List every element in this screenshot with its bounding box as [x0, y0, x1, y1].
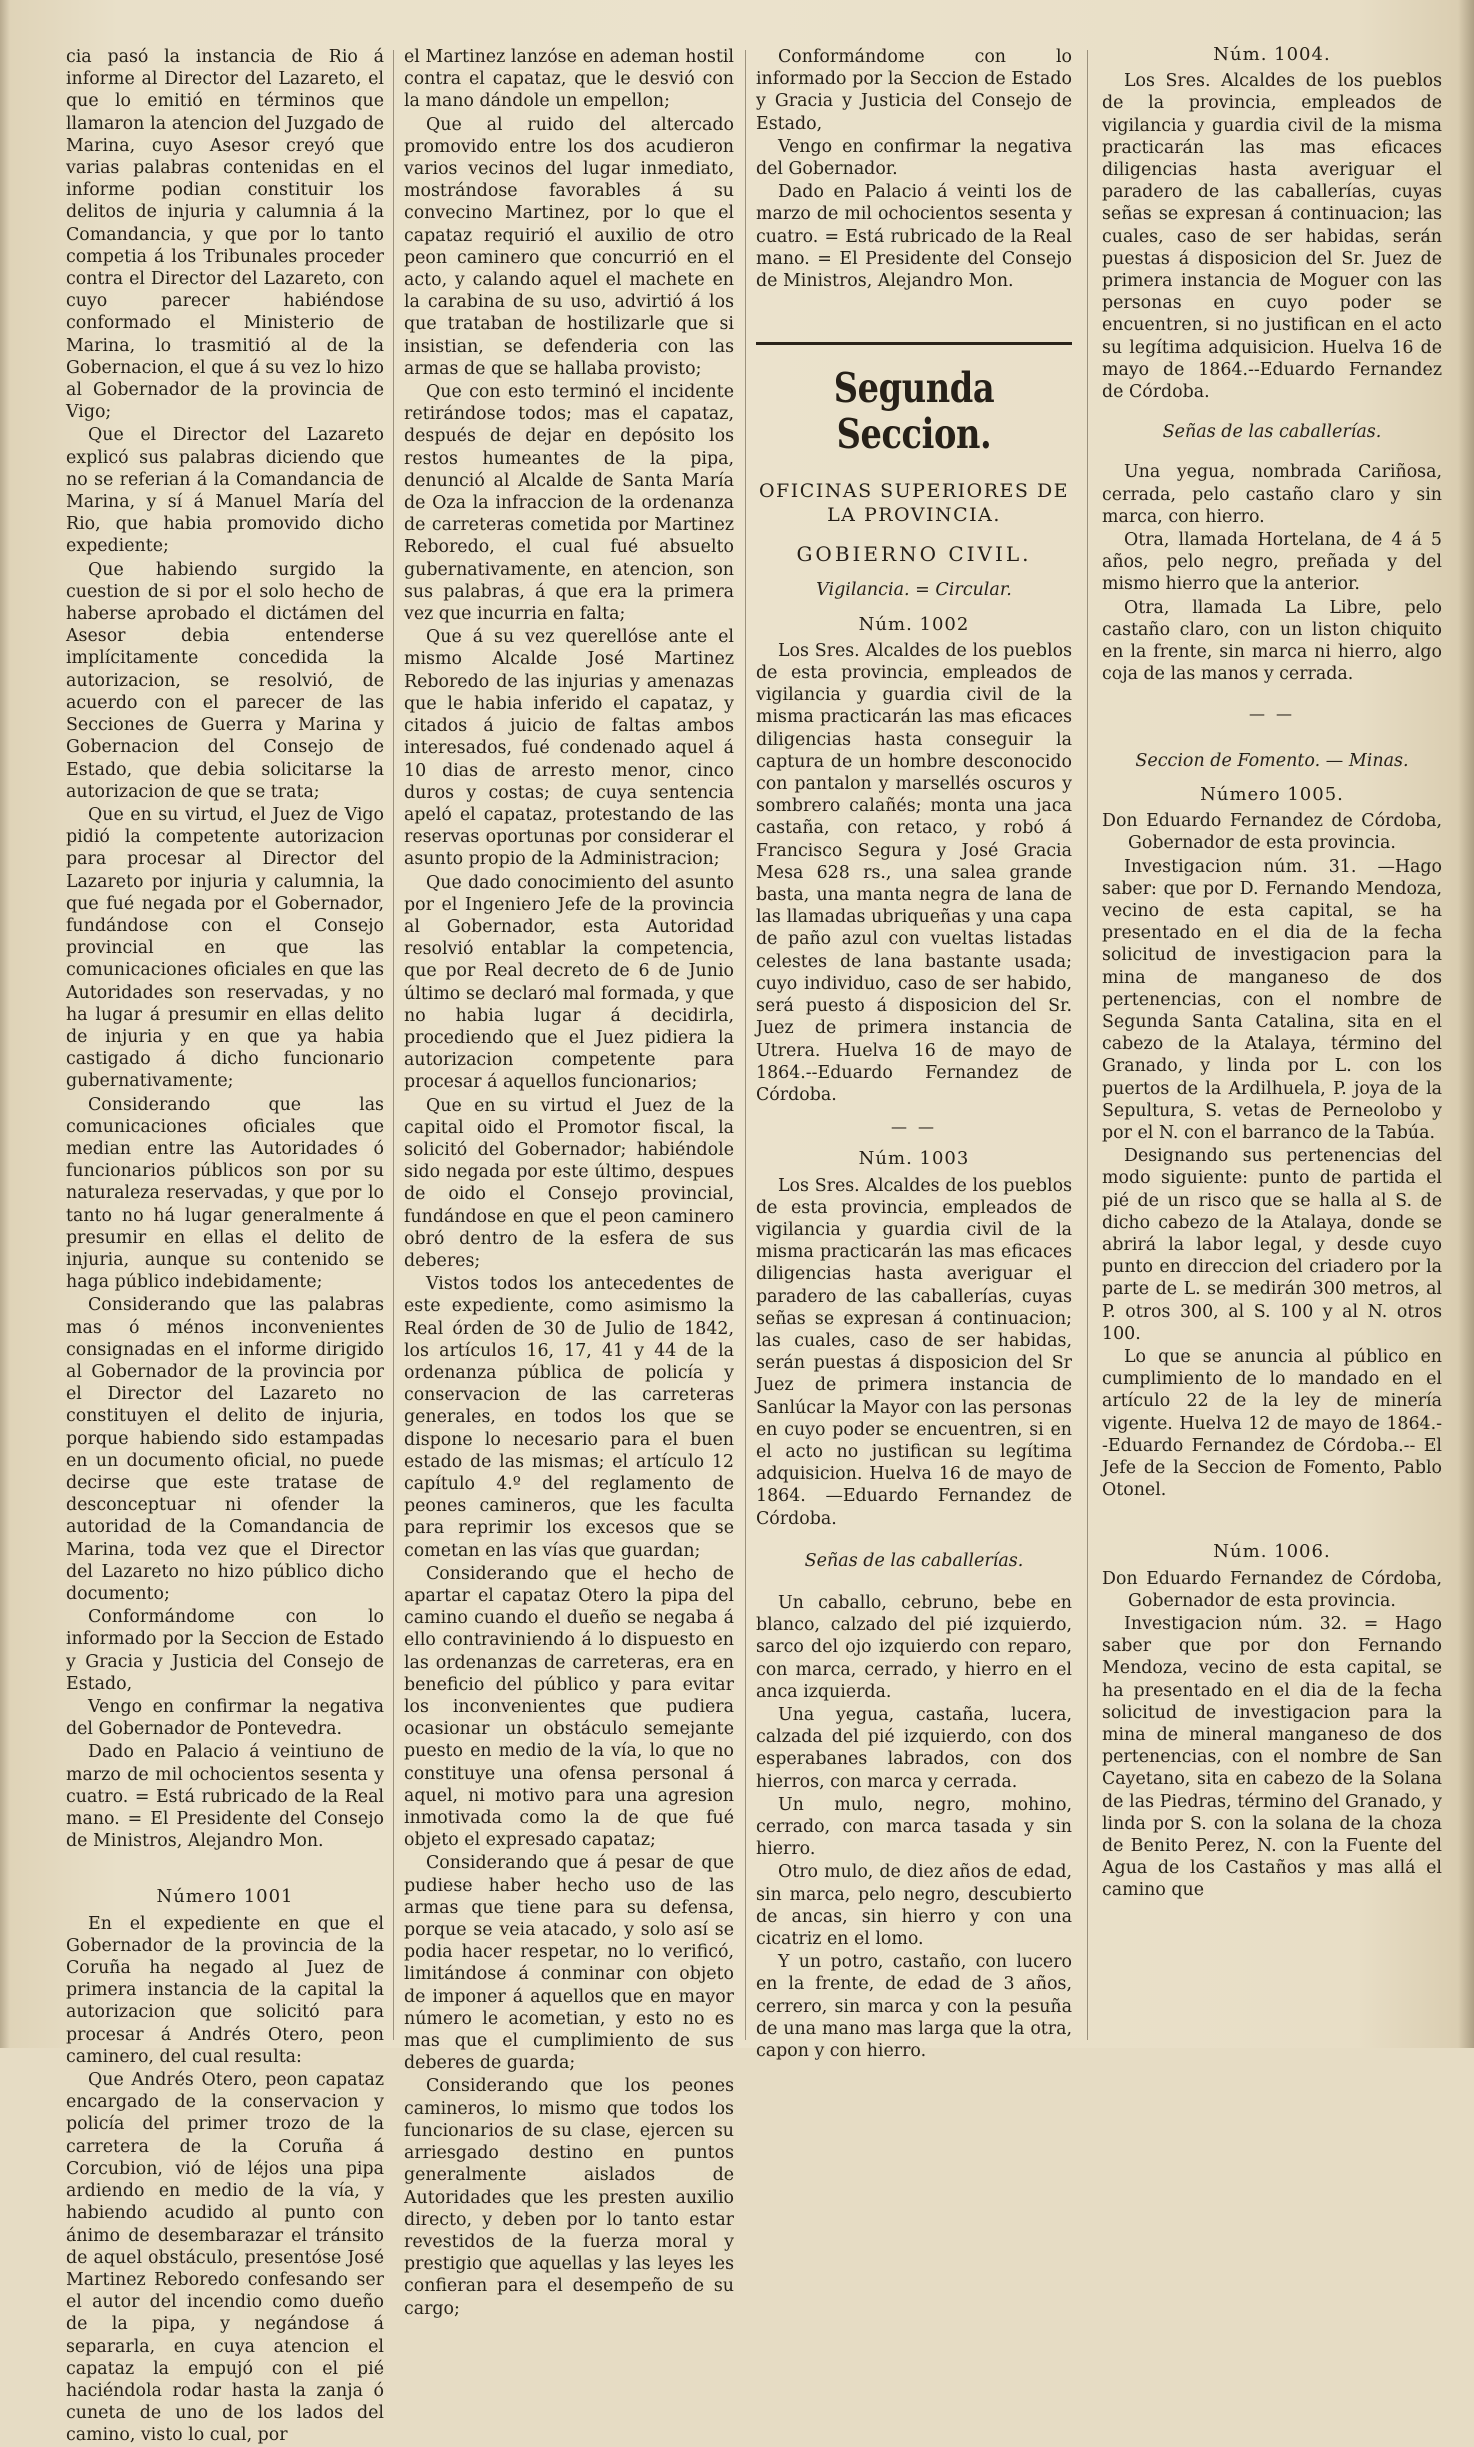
paragraph: Vengo en confirmar la negativa del Gobernador de Pontevedra. — [66, 1697, 384, 1740]
paragraph: Considerando que el hecho de apartar el capataz Otero la pipa del camino cuando el dueño se negaba á ello contraviniendo á lo dispuesto en las ordenanzas de carreteras, era en beneficio del público y para evitar los inconvenientes que pudiera ocasionar un obstáculo semejante puesto en medio de la vía, lo que no constituye una ofensa personal á aquel, ni motivo para una agresion inmotivada como la de que fué objeto el expresado capataz; — [404, 1563, 734, 1851]
paragraph: Que dado conocimiento del asunto por el Ingeniero Jefe de la provincia al Gobernador, esta Autoridad resolvió entablar la competencia, que por Real decreto de 6 de Junio último se declaró mal formada, y que no habia lugar á decidirla, procediendo que el Juez pidiera la autorizacion competente para procesar á aquellos funcionarios; — [404, 872, 734, 1093]
paragraph: Los Sres. Alcaldes de los pueblos de esta provincia, empleados de vigilancia y guardia civil de la misma practicarán las mas eficaces diligencias hasta averiguar el paradero de las caballerías, cuyas señas se expresan á continuacion; las cuales, caso de ser habidas, serán puestas á disposicion del Sr Juez de primera instancia de Sanlúcar la Mayor con las personas en cuyo poder se encuentren, si en el acto no justifican su legítima adquisicion. Huelva 16 de mayo de 1864. —Eduardo Fernandez de Córdoba. — [756, 1175, 1072, 1529]
paragraph: Designando sus pertenencias del modo siguiente: punto de partida el pié de un risco que se halla al S. de dicho cabezo de la Atalaya, donde se abrirá la labor legal, y desde cuyo punto en direccion del criadero por la parte de L. se medirán 300 metros, al P. otros 300, al S. 100 y al N. otros 100. — [1102, 1146, 1442, 1344]
paragraph: Lo que se anuncia al público en cumplimiento de lo mandado en el artículo 22 de la ley de minería vigente. Huelva 12 de mayo de 1864.--Eduardo Fernandez de Córdoba.-- El Jefe de la Seccion de Fomento, Pablo Otonel. — [1102, 1346, 1442, 1501]
paragraph: Conformándome con lo informado por la Seccion de Estado y Gracia y Justicia del Consejo de Estado, — [66, 1607, 384, 1694]
oficinas-heading: OFICINAS SUPERIORES DE LA PROVINCIA. — [758, 480, 1070, 527]
column-divider — [1087, 50, 1088, 2040]
paragraph: Investigacion núm. 31. —Hago saber: que por D. Fernando Mendoza, vecino de esta capital, se ha presentado en el dia de la fecha solicitud de investigacion para la mina de manganeso de dos pertenencias, con el nombre de Segunda Santa Catalina, sita en el cabezo de la Atalaya, término del Granado, y linda por L. con los puertos de la Ardilhuela, P. joya de la Sepultura, S. vetas de Perneolobo y por el N. con el barranco de la Tabúa. — [1102, 856, 1442, 1143]
column-divider — [745, 50, 746, 2040]
dash-separator: — — — [890, 1117, 938, 1137]
paragraph: Los Sres. Alcaldes de los pueblos de esta provincia, empleados de vigilancia y guardia civil de la misma practicarán las mas eficaces diligencias hasta conseguir la captura de un hombre desconocido con pantalon y marsellés oscuros y sombrero calañés; monta una jaca castaña, con retaco, y robó á Francisco Segura y José Gracia Mesa 628 rs., una salea grande basta, una manta negra de lana de las llamadas ubriqueñas y una capa de paño azul con vueltas listadas celestes de lana bastante usada; cuyo individuo, caso de ser habido, será puesto á disposicion del Sr. Juez de primera instancia de Utrera. Huelva 16 de mayo de 1864.--Eduardo Fernandez de Córdoba. — [756, 640, 1072, 1105]
paragraph: Investigacion núm. 32. = Hago saber que por don Fernando Mendoza, vecino de esta capital, se ha presentado en el dia de la fecha solicitud de investigacion para la mina de mineral manganeso de dos pertenencias, con el nombre de San Cayetano, sita en cabezo de la Solana de las Piedras, término del Granado, y linda por S. con la solana de la choza de Benito Perez, N. con la Fuente del Agua de los Castaños y mas allá el camino que — [1102, 1614, 1442, 1901]
paragraph: Y un potro, castaño, con lucero en la frente, de edad de 3 años, cerrero, sin marca y con la pesuña de una mano mas larga que la otra, capon y con hierro. — [756, 1952, 1072, 2062]
paragraph: Vengo en confirmar la negativa del Gobernador. — [756, 136, 1072, 180]
heading-num-1004: Núm. 1004. — [1213, 44, 1331, 65]
senas-heading: Señas de las caballerías. — [804, 1550, 1024, 1571]
paragraph: Que Andrés Otero, peon capataz encargado de la conservacion y policía del primer trozo de la carretera de la Coruña á Corcubion, vió de léjos una pipa ardiendo en medio de la vía, y habiendo acudido al punto con ánimo de desembarazar el tránsito de aquel obstáculo, presentóse José Martinez Reboredo confesando ser el autor del incendio como dueño de la pipa, y negándose á separarla, en cuya atencion el capataz la empujó con el pié haciéndola rodar hasta la zanja ó cuneta de uno de los lados del camino, visto lo cual, por — [66, 2070, 384, 2446]
paragraph: Otro mulo, de diez años de edad, sin marca, pelo negro, descubierto de ancas, sin hierro y con una cicatriz en el lomo. — [756, 1862, 1072, 1950]
paragraph: Conformándome con lo informado por la Seccion de Estado y Gracia y Justicia del Consejo de Estado, — [756, 47, 1072, 134]
paragraph: Considerando que los peones camineros, lo mismo que todos los funcionarios de su clase, ejercen su arriesgado destino en puntos generalmente aislados de Autoridades que les presten auxilio directo, y deben por lo tanto estar revestidos de la fuerza moral y prestigio que aquellas y las leyes les confieran para el desempeño de su cargo; — [404, 2076, 734, 2319]
paragraph: Considerando que á pesar de que pudiese haber hecho uso de las armas que tiene para su defensa, porque se veia atacado, y solo así se podia hacer respetar, no lo verificó, limitándose á conminar con objeto de imponer á aquellos que en mayor número le acometian, y esto no es mas que el cumplimiento de sus deberes de guarda; — [404, 1853, 734, 2074]
heading-numero-1001: Número 1001 — [156, 1886, 294, 1908]
section-title: Segunda Seccion. — [833, 364, 995, 459]
paragraph: Otra, llamada La Libre, pelo castaño claro, con un liston chiquito en la frente, sin marca ni hierro, algo coja de las manos y cerrada. — [1102, 597, 1442, 685]
paragraph: el Martinez lanzóse en ademan hostil contra el capataz, que le desvió con la mano dándole un empellon; — [404, 47, 734, 112]
paragraph: Considerando que las comunicaciones oficiales que median entre las Autoridades ó funcionarios públicos son por su naturaleza reservadas, y que por lo tanto no há lugar generalmente á presumir en ellas el delito de injuria, aunque su contenido se haga público indebidamente; — [66, 1094, 384, 1293]
paragraph: Una yegua, castaña, lucera, calzada del pié izquierdo, con dos esperabanes labrados, con dos hierros, con marca y cerrada. — [756, 1704, 1072, 1792]
paragraph: Que el Director del Lazareto explicó sus palabras diciendo que no se referian á la Comandancia de Marina, y sí á Manuel María del Rio, que habia promovido dicho expediente; — [66, 425, 384, 557]
paragraph: cia pasó la instancia de Rio á informe al Director del Lazareto, el que lo emitió en términos que llamaron la atencion del Juzgado de Marina, cuyo Asesor creyó que varias palabras contenidas en el informe podian constituir los delitos de injuria y calumnia á la Comandancia, y que por lo tanto competia á los Tribunales proceder contra el Director del Lazareto, con cuyo parecer habiéndose conformado el Ministerio de Marina, lo trasmitió al de la Gobernacion, el que á su vez lo hizo al Gobernador de la provincia de Vigo; — [66, 47, 384, 423]
paragraph: Dado en Palacio á veinti los de marzo de mil ochocientos sesenta y cuatro. = Está rubricado de la Real mano. = El Presidente del Consejo de Ministros, Alejandro Mon. — [756, 182, 1072, 292]
heading-num-1002: Núm. 1002 — [858, 613, 970, 635]
column-3 — [756, 0, 1072, 2062]
section-rule — [756, 342, 1072, 345]
paragraph: Dado en Palacio á veintiuno de marzo de mil ochocientos sesenta y cuatro. = Está rubricado de la Real mano. = El Presidente del Consejo de Ministros, Alejandro Mon. — [66, 1742, 384, 1852]
paragraph: Que habiendo surgido la cuestion de si por el solo hecho de haberse aprobado el dictámen del Asesor debia entenderse implícitamente concedida la autorizacion, se resolvió, de acuerdo con el parecer de las Secciones de Guerra y Marina y Gobernacion del Consejo de Estado, que debia solicitarse la autorizacion de que se trata; — [66, 559, 384, 802]
paragraph: Que en su virtud, el Juez de Vigo pidió la competente autorizacion para procesar al Director del Lazareto por injuria y calumnia, la que fué negada por el Gobernador, fundándose con el Consejo provincial en que las comunicaciones oficiales en que las Autoridades son reservadas, y no ha lugar á presumir en ellas delito de injuria y en que ya habia castigado á dicho funcionario gubernativamente; — [66, 804, 384, 1092]
heading-num-1005: Número 1005. — [1200, 783, 1344, 805]
paragraph: Vistos todos los antecedentes de este expediente, como asimismo la Real órden de 30 de Julio de 1842, los artículos 16, 17, 41 y 44 de la ordenanza pública de policía y conservacion de las carreteras generales, en todos los que se dispone lo necesario para el buen estado de las mismas; el artículo 12 capítulo 4.º del reglamento de peones camineros, que les faculta para reprimir los excesos que se cometan en las vías que guardan; — [404, 1274, 734, 1561]
heading-num-1003: Núm. 1003 — [858, 1148, 970, 1170]
paragraph: Que en su virtud el Juez de la capital oido el Promotor fiscal, la solicitó del Gobernador; habiéndole sido negada por este último, despues de oido el Consejo provincial, fundándose en que el peon caminero obró dentro de la esfera de sus deberes; — [404, 1095, 734, 1271]
paragraph: Que al ruido del altercado promovido entre los dos acudieron varios vecinos del lugar inmediato, mostrándose favorables á su convecino Martinez, por lo que el capataz requirió el auxilio de otro peon caminero que concurrió en el acto, y calando aquel el machete en la carabina de su uso, advirtió á los que trataban de hostilizarle que si insistian, se defenderia con las armas de que se hallaba provisto; — [404, 114, 734, 379]
paragraph: En el expediente en que el Gobernador de la provincia de la Coruña ha negado al Juez de primera instancia de la capital la autorizacion que solicitó para procesar á Andrés Otero, peon caminero, del cual resulta: — [66, 1913, 384, 2067]
column-4 — [1102, 0, 1442, 2048]
paragraph: Que á su vez querellóse ante el mismo Alcalde José Martinez Reboredo de las injurias y amenazas que le habia inferido el capataz, y citados á juicio de faltas ambos interesados, fué condenado aquel á 10 dias de arresto menor, cinco duros y costas; de cuya sentencia apeló el capataz, protestando de las reservas oportunas por considerar el asunto propio de la Administracion; — [404, 627, 734, 870]
vigilancia-heading: Vigilancia. = Circular. — [816, 580, 1012, 601]
page-right-edge — [1458, 0, 1474, 2048]
column-1 — [66, 0, 384, 2446]
paragraph: Un caballo, cebruno, bebe en blanco, calzado del pié izquierdo, sarco del ojo izquierdo con reparo, con marca, cerrado, y hierro en el anca izquierda. — [756, 1592, 1072, 1702]
page-left-edge — [0, 0, 10, 2048]
column-divider — [393, 50, 394, 2040]
decree-heading: Don Eduardo Fernandez de Córdoba, Gobernador de esta provincia. — [1102, 811, 1442, 854]
paragraph: Un mulo, negro, mohino, cerrado, con marca tasada y sin hierro. — [756, 1794, 1072, 1860]
decree-heading: Don Eduardo Fernandez de Córdoba, Gobernador de esta provincia. — [1102, 1568, 1442, 1611]
gobierno-heading: GOBIERNO CIVIL. — [796, 542, 1032, 567]
senas-heading: Señas de las caballerías. — [1162, 422, 1382, 443]
column-2 — [404, 0, 734, 2319]
paragraph: Otra, llamada Hortelana, de 4 á 5 años, pelo negro, preñada y del mismo hierro que la anterior. — [1102, 530, 1442, 595]
dash-separator: — — — [1248, 704, 1296, 724]
heading-num-1006: Núm. 1006. — [1213, 1541, 1331, 1563]
paragraph: Los Sres. Alcaldes de los pueblos de la provincia, empleados de vigilancia y guardia civil de la misma practicarán las mas eficaces diligencias hasta averiguar el paradero de las caballerías, cuyas señas se expresan á continuacion; las cuales, caso de ser habidas, serán puestas á disposicion del Sr. Juez de primera instancia de Moguer con las personas en cuyo poder se encuentren, si no justifican en el acto su legítima adquisicion. Huelva 16 de mayo de 1864.--Eduardo Fernandez de Córdoba. — [1102, 71, 1442, 403]
fomento-heading: Seccion de Fomento. — Minas. — [1135, 750, 1409, 771]
paragraph: Considerando que las palabras mas ó ménos inconvenientes consignadas en el informe dirigido al Gobernador de la provincia por el Director del Lazareto no constituyen el delito de injuria, porque habiendo sido estampadas en un documento oficial, no puede decirse que este tratase de desconceptuar ni ofender la autoridad de la Comandancia de Marina, toda vez que el Director del Lazareto no hizo público dicho documento; — [66, 1295, 384, 1605]
paragraph: Que con esto terminó el incidente retirándose todos; mas el capataz, después de dejar en depósito los restos humeantes de la pipa, denunció al Alcalde de Santa María de Oza la infraccion de la ordenanza de carreteras cometida por Martinez Reboredo, el cual fué absuelto gubernativamente, en atencion, son sus palabras, á que era la primera vez que incurria en falta; — [404, 382, 734, 625]
paragraph: Una yegua, nombrada Cariñosa, cerrada, pelo castaño claro y sin marca, con hierro. — [1102, 462, 1442, 527]
